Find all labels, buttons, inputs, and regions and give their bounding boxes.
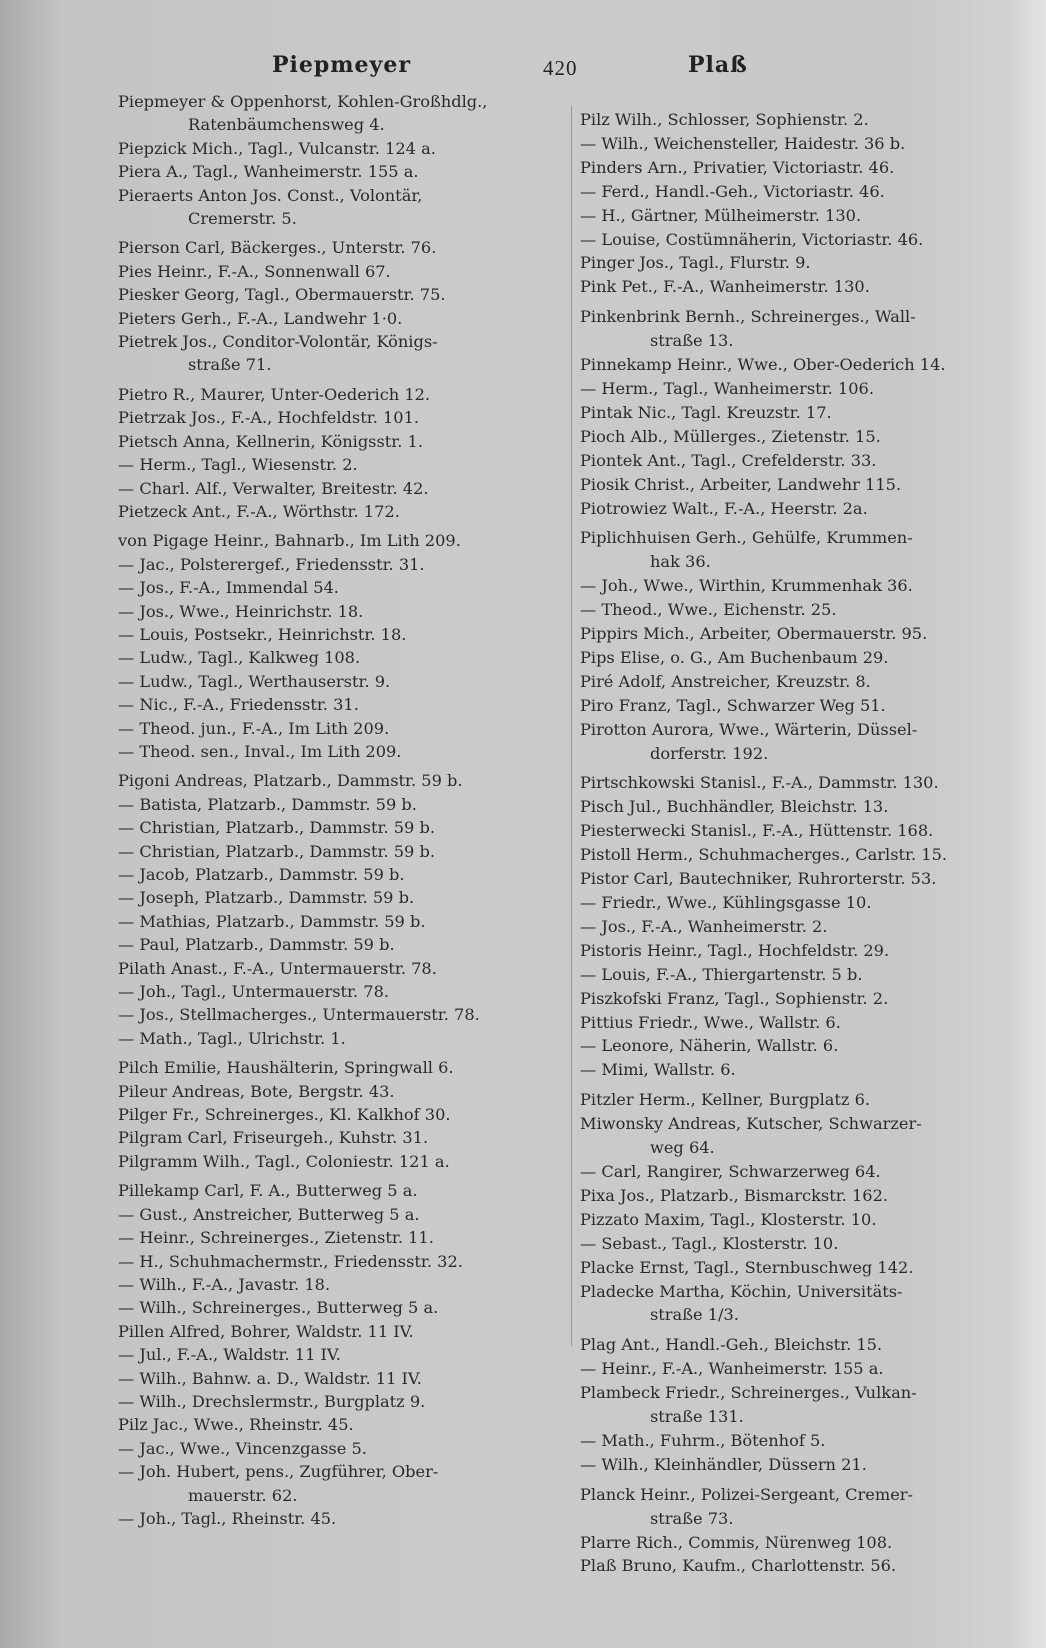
entry-line: Pilger Fr., Schreinerges., Kl. Kalkhof 30.	[118, 1105, 451, 1125]
entry-line: Pilgramm Wilh., Tagl., Coloniestr. 121 a.	[118, 1151, 450, 1171]
directory-entry	[118, 330, 548, 377]
directory-entry	[580, 473, 1010, 497]
directory-entry	[118, 1437, 548, 1460]
entry-line: — Joh. Hubert, pens., Zugführer, Ober-	[118, 1462, 439, 1482]
directory-entry	[118, 740, 548, 763]
entry-line: — Nic., F.-A., Friedensstr. 31.	[118, 695, 359, 715]
entry-line: — Louis, F.-A., Thiergartenstr. 5 b.	[580, 964, 863, 984]
entry-line: — Heinr., F.-A., Wanheimerstr. 155 a.	[580, 1359, 884, 1379]
entry-line: — Jac., Polsterergef., Friedensstr. 31.	[118, 554, 425, 574]
directory-entry	[118, 769, 548, 792]
directory-entry	[580, 1112, 1010, 1160]
entry-line: Piera A., Tagl., Wanheimerstr. 155 a.	[118, 162, 419, 182]
entry-continuation-line: Ratenbäumchensweg 4.	[188, 115, 385, 135]
directory-entry	[580, 646, 1010, 670]
entry-group	[580, 771, 1010, 1082]
entry-line: Pilch Emilie, Haushälterin, Springwall 6.	[118, 1058, 454, 1078]
entry-line: Pirotton Aurora, Wwe., Wärterin, Düssel-	[580, 719, 918, 739]
entry-line: Pioch Alb., Müllerges., Zietenstr. 15.	[580, 426, 881, 446]
entry-line: Pinnekamp Heinr., Wwe., Ober-Oederich 14.	[580, 355, 946, 375]
directory-entry	[118, 383, 548, 406]
entry-line: Pistor Carl, Bautechniker, Ruhrorterstr. 53.	[580, 869, 937, 889]
directory-entry	[118, 1390, 548, 1413]
directory-entry	[118, 1003, 548, 1026]
entry-line: — Ludw., Tagl., Kalkweg 108.	[118, 648, 361, 668]
entry-line: Pinger Jos., Tagl., Flurstr. 9.	[580, 253, 811, 273]
directory-entry	[580, 1531, 1010, 1555]
entry-line: — Friedr., Wwe., Kühlingsgasse 10.	[580, 893, 872, 912]
left-column	[118, 90, 548, 1536]
directory-entry	[118, 693, 548, 716]
directory-entry	[580, 1256, 1010, 1280]
directory-entry	[580, 108, 1010, 132]
entry-line: Plaß Bruno, Kaufm., Charlottenstr. 56.	[580, 1556, 897, 1576]
directory-entry	[580, 1333, 1010, 1357]
directory-entry	[580, 1483, 1010, 1531]
entry-line: Pilath Anast., F.-A., Untermauerstr. 78.	[118, 958, 437, 978]
entry-line: Pietrzak Jos., F.-A., Hochfeldstr. 101.	[118, 408, 420, 428]
directory-entry	[580, 425, 1010, 449]
directory-entry	[580, 526, 1010, 574]
directory-entry	[118, 980, 548, 1003]
directory-entry	[580, 574, 1010, 598]
directory-entry	[580, 204, 1010, 228]
entry-group	[580, 526, 1010, 765]
directory-entry	[118, 477, 548, 500]
directory-entry	[580, 1381, 1010, 1429]
entry-line: Pilgram Carl, Friseurgeh., Kuhstr. 31.	[118, 1128, 429, 1148]
entry-line: Piesterwecki Stanisl., F.-A., Hüttenstr. 168.	[580, 821, 934, 841]
directory-entry	[118, 1507, 548, 1530]
entry-line: — Paul, Platzarb., Dammstr. 59 b.	[118, 935, 395, 955]
entry-line: Piesker Georg, Tagl., Obermauerstr. 75.	[118, 285, 446, 305]
entry-line: Piré Adolf, Anstreicher, Kreuzstr. 8.	[580, 671, 871, 691]
entry-line: — Wilh., Kleinhändler, Düssern 21.	[580, 1454, 867, 1474]
entry-line: — Wilh., Schreinerges., Butterweg 5 a.	[118, 1298, 439, 1318]
entry-continuation-line: straße 73.	[650, 1508, 734, 1528]
directory-entry	[580, 771, 1010, 795]
directory-entry	[580, 622, 1010, 646]
directory-entry	[580, 401, 1010, 425]
directory-entry	[580, 987, 1010, 1011]
directory-entry	[580, 867, 1010, 891]
directory-entry	[580, 1232, 1010, 1256]
directory-entry	[580, 1453, 1010, 1477]
directory-entry	[580, 228, 1010, 252]
entry-line: Pillekamp Carl, F. A., Butterweg 5 a.	[118, 1181, 418, 1201]
entry-line: Plarre Rich., Commis, Nürenweg 108.	[580, 1532, 893, 1552]
directory-entry	[580, 449, 1010, 473]
entry-line: Pirtschkowski Stanisl., F.-A., Dammstr. 130.	[580, 773, 939, 793]
entry-line: Piepzick Mich., Tagl., Vulcanstr. 124 a.	[118, 138, 436, 158]
entry-line: — Wilh., Weichensteller, Haidestr. 36 b.	[580, 133, 906, 153]
directory-entry	[118, 184, 548, 231]
entry-line: — Mimi, Wallstr. 6.	[580, 1060, 736, 1080]
entry-line: Planck Heinr., Polizei-Sergeant, Cremer-	[580, 1484, 914, 1504]
directory-entry	[580, 843, 1010, 867]
directory-entry	[580, 819, 1010, 843]
directory-entry	[580, 718, 1010, 766]
directory-entry	[580, 1160, 1010, 1184]
directory-entry	[118, 260, 548, 283]
entry-line: Pietzeck Ant., F.-A., Wörthstr. 172.	[118, 501, 400, 521]
directory-entry	[580, 275, 1010, 299]
entry-line: — Ludw., Tagl., Werthauserstr. 9.	[118, 671, 391, 691]
entry-line: — Gust., Anstreicher, Butterweg 5 a.	[118, 1204, 420, 1224]
directory-entry	[118, 1273, 548, 1296]
entry-continuation-line: Cremerstr. 5.	[188, 209, 297, 229]
entry-line: — Jacob, Platzarb., Dammstr. 59 b.	[118, 865, 405, 884]
directory-entry	[580, 132, 1010, 156]
entry-line: — Wilh., Bahnw. a. D., Waldstr. 11 IV.	[118, 1368, 422, 1388]
directory-entry	[580, 694, 1010, 718]
entry-group	[118, 90, 548, 230]
entry-line: von Pigage Heinr., Bahnarb., Im Lith 209.	[118, 531, 461, 551]
entry-line: — Math., Tagl., Ulrichstr. 1.	[118, 1028, 346, 1048]
directory-entry	[118, 160, 548, 183]
entry-group	[580, 305, 1010, 520]
directory-entry	[118, 236, 548, 259]
entry-continuation-line: straße 131.	[650, 1407, 744, 1427]
directory-entry	[118, 600, 548, 623]
entry-line: Pinders Arn., Privatier, Victoriastr. 46.	[580, 157, 895, 177]
entry-line: Piepmeyer & Oppenhorst, Kohlen-Großhdlg.,	[118, 92, 488, 111]
directory-entry	[118, 283, 548, 306]
directory-entry	[580, 915, 1010, 939]
entry-line: — Joh., Tagl., Rheinstr. 45.	[118, 1508, 337, 1528]
directory-entry	[118, 529, 548, 552]
entry-line: Pileur Andreas, Bote, Bergstr. 43.	[118, 1081, 395, 1101]
directory-entry	[580, 1429, 1010, 1453]
entry-line: Placke Ernst, Tagl., Sternbuschweg 142.	[580, 1257, 914, 1277]
directory-entry	[118, 1080, 548, 1103]
entry-line: — Ferd., Handl.-Geh., Victoriastr. 46.	[580, 181, 885, 201]
entry-line: — Jul., F.-A., Waldstr. 11 IV.	[118, 1345, 341, 1365]
entry-line: — Jac., Wwe., Vincenzgasse 5.	[118, 1438, 367, 1458]
entry-line: — Jos., F.-A., Immendal 54.	[118, 578, 339, 598]
entry-line: — Theod. jun., F.-A., Im Lith 209.	[118, 718, 390, 738]
entry-line: Pixa Jos., Platzarb., Bismarckstr. 162.	[580, 1185, 889, 1205]
directory-entry	[118, 1250, 548, 1273]
directory-entry	[580, 156, 1010, 180]
entry-line: Pigoni Andreas, Platzarb., Dammstr. 59 b.	[118, 771, 463, 791]
directory-entry	[580, 305, 1010, 353]
directory-entry	[580, 670, 1010, 694]
entry-line: — Louis, Postsekr., Heinrichstr. 18.	[118, 624, 407, 644]
directory-entry	[118, 1343, 548, 1366]
entry-line: — Christian, Platzarb., Dammstr. 59 b.	[118, 841, 435, 861]
directory-entry	[118, 670, 548, 693]
page-number: 420	[543, 56, 578, 80]
directory-entry	[118, 1103, 548, 1126]
entry-line: Piro Franz, Tagl., Schwarzer Weg 51.	[580, 695, 886, 715]
entry-continuation-line: weg 64.	[650, 1138, 715, 1158]
entry-line: Pistoll Herm., Schuhmacherges., Carlstr. 15.	[580, 845, 948, 865]
entry-line: Pladecke Martha, Köchin, Universitäts-	[580, 1281, 903, 1301]
entry-line: Piotrowiez Walt., F.-A., Heerstr. 2a.	[580, 498, 868, 518]
entry-line: Pietrek Jos., Conditor-Volontär, Königs-	[118, 332, 438, 352]
right-column	[580, 108, 1010, 1584]
directory-entry	[118, 307, 548, 330]
directory-entry	[118, 646, 548, 669]
entry-line: Plag Ant., Handl.-Geh., Bleichstr. 15.	[580, 1335, 883, 1355]
entry-line: Pillen Alfred, Bohrer, Waldstr. 11 IV.	[118, 1321, 414, 1341]
directory-entry	[118, 886, 548, 909]
entry-line: — Jos., Wwe., Heinrichstr. 18.	[118, 601, 364, 621]
entry-line: Pierson Carl, Bäckerges., Unterstr. 76.	[118, 238, 437, 258]
directory-entry	[118, 863, 548, 886]
entry-line: — Math., Fuhrm., Bötenhof 5.	[580, 1430, 826, 1450]
directory-entry	[580, 1357, 1010, 1381]
directory-entry	[580, 180, 1010, 204]
directory-entry	[118, 1027, 548, 1050]
entry-line: Pinkenbrink Bernh., Schreinerges., Wall-	[580, 307, 916, 327]
entry-group	[118, 529, 548, 763]
directory-entry	[118, 623, 548, 646]
entry-line: Pizzato Maxim, Tagl., Klosterstr. 10.	[580, 1209, 877, 1229]
entry-line: — Theod. sen., Inval., Im Lith 209.	[118, 741, 402, 761]
directory-entry	[580, 251, 1010, 275]
directory-entry	[118, 500, 548, 523]
entry-group	[118, 769, 548, 1050]
entry-continuation-line: mauerstr. 62.	[188, 1485, 298, 1505]
directory-entry	[118, 1367, 548, 1390]
entry-line: — Joh., Tagl., Untermauerstr. 78.	[118, 982, 390, 1002]
entry-line: — Joh., Wwe., Wirthin, Krummenhak 36.	[580, 576, 913, 596]
entry-line: Pittius Friedr., Wwe., Wallstr. 6.	[580, 1012, 841, 1032]
entry-line: Miwonsky Andreas, Kutscher, Schwarzer-	[580, 1114, 922, 1134]
entry-line: — Mathias, Platzarb., Dammstr. 59 b.	[118, 911, 426, 931]
directory-entry	[118, 430, 548, 453]
entry-line: Pietro R., Maurer, Unter-Oederich 12.	[118, 384, 431, 404]
entry-line: — Heinr., Schreinerges., Zietenstr. 11.	[118, 1228, 434, 1248]
entry-continuation-line: dorferstr. 192.	[650, 743, 769, 763]
entry-line: — Batista, Platzarb., Dammstr. 59 b.	[118, 794, 417, 814]
running-head-right: Plaß	[688, 52, 748, 78]
entry-line: — Wilh., F.-A., Javastr. 18.	[118, 1274, 331, 1294]
entry-group	[118, 1056, 548, 1173]
entry-line: — Louise, Costümnäherin, Victoriastr. 46.	[580, 229, 924, 249]
directory-entry	[118, 793, 548, 816]
directory-entry	[118, 1126, 548, 1149]
entry-continuation-line: hak 36.	[650, 552, 711, 572]
entry-line: Piontek Ant., Tagl., Crefelderstr. 33.	[580, 450, 877, 470]
entry-line: — Carl, Rangirer, Schwarzerweg 64.	[580, 1161, 881, 1181]
directory-entry	[118, 1413, 548, 1436]
entry-continuation-line: straße 71.	[188, 355, 272, 375]
directory-entry	[118, 840, 548, 863]
directory-entry	[580, 353, 1010, 377]
directory-entry	[580, 1184, 1010, 1208]
entry-line: — H., Gärtner, Mülheimerstr. 130.	[580, 205, 862, 225]
directory-entry	[118, 816, 548, 839]
directory-entry	[118, 576, 548, 599]
entry-line: Pieraerts Anton Jos. Const., Volontär,	[118, 185, 423, 205]
entry-group	[580, 108, 1010, 299]
directory-entry	[118, 1226, 548, 1249]
entry-group	[118, 1179, 548, 1530]
directory-entry	[580, 598, 1010, 622]
directory-entry	[118, 1296, 548, 1319]
directory-entry	[118, 1460, 548, 1507]
directory-entry	[118, 90, 548, 137]
directory-entry	[580, 1034, 1010, 1058]
directory-entry	[580, 377, 1010, 401]
directory-entry	[118, 1056, 548, 1079]
directory-entry	[118, 406, 548, 429]
directory-entry	[580, 963, 1010, 987]
column-divider	[571, 106, 572, 1346]
entry-line: Pips Elise, o. G., Am Buchenbaum 29.	[580, 647, 889, 667]
entry-line: — Jos., F.-A., Wanheimerstr. 2.	[580, 916, 828, 936]
entry-line: Piosik Christ., Arbeiter, Landwehr 115.	[580, 474, 902, 494]
entry-line: — Theod., Wwe., Eichenstr. 25.	[580, 600, 837, 620]
directory-entry	[580, 795, 1010, 819]
entry-continuation-line: straße 13.	[650, 331, 734, 351]
entry-group	[580, 1088, 1010, 1327]
entry-line: Pietsch Anna, Kellnerin, Königsstr. 1.	[118, 431, 423, 451]
directory-entry	[118, 553, 548, 576]
entry-continuation-line: straße 1/3.	[650, 1305, 739, 1325]
directory-entry	[580, 1058, 1010, 1082]
entry-line: Pink Pet., F.-A., Wanheimerstr. 130.	[580, 277, 870, 297]
directory-entry	[118, 933, 548, 956]
entry-group	[118, 383, 548, 523]
entry-line: Pieters Gerh., F.-A., Landwehr 1·0.	[118, 308, 403, 328]
entry-line: Pilz Jac., Wwe., Rheinstr. 45.	[118, 1415, 354, 1435]
directory-entry	[118, 957, 548, 980]
directory-entry	[118, 137, 548, 160]
entry-line: Piplichhuisen Gerh., Gehülfe, Krummen-	[580, 528, 913, 548]
directory-entry	[580, 1208, 1010, 1232]
entry-line: — H., Schuhmachermstr., Friedensstr. 32.	[118, 1251, 463, 1271]
entry-line: Pippirs Mich., Arbeiter, Obermauerstr. 95.	[580, 624, 928, 644]
directory-entry	[580, 1280, 1010, 1328]
entry-line: Plambeck Friedr., Schreinerges., Vulkan-	[580, 1383, 917, 1403]
entry-line: Pisch Jul., Buchhändler, Bleichstr. 13.	[580, 797, 889, 817]
entry-line: — Christian, Platzarb., Dammstr. 59 b.	[118, 818, 435, 838]
entry-line: Piszkofski Franz, Tagl., Sophienstr. 2.	[580, 988, 889, 1008]
running-head-left: Piepmeyer	[272, 52, 411, 78]
directory-entry	[580, 891, 1010, 915]
entry-line: Pilz Wilh., Schlosser, Sophienstr. 2.	[580, 110, 869, 129]
directory-entry	[118, 1320, 548, 1343]
directory-entry	[580, 1554, 1010, 1578]
directory-entry	[118, 453, 548, 476]
entry-line: — Charl. Alf., Verwalter, Breitestr. 42.	[118, 478, 429, 498]
entry-line: — Herm., Tagl., Wanheimerstr. 106.	[580, 378, 874, 398]
directory-entry	[580, 1011, 1010, 1035]
entry-line: — Sebast., Tagl., Klosterstr. 10.	[580, 1233, 839, 1253]
entry-line: — Jos., Stellmacherges., Untermauerstr. 78.	[118, 1005, 480, 1025]
entry-line: Pies Heinr., F.-A., Sonnenwall 67.	[118, 261, 391, 281]
entry-group	[118, 236, 548, 376]
directory-entry	[580, 1088, 1010, 1112]
entry-group	[580, 1483, 1010, 1579]
entry-line: — Joseph, Platzarb., Dammstr. 59 b.	[118, 888, 415, 908]
directory-entry	[580, 939, 1010, 963]
directory-entry	[118, 1179, 548, 1202]
entry-line: Pintak Nic., Tagl. Kreuzstr. 17.	[580, 402, 832, 422]
entry-line: — Herm., Tagl., Wiesenstr. 2.	[118, 455, 358, 475]
directory-entry	[580, 497, 1010, 521]
entry-line: Pitzler Herm., Kellner, Burgplatz 6.	[580, 1090, 871, 1110]
directory-entry	[118, 1150, 548, 1173]
directory-entry	[118, 717, 548, 740]
entry-line: — Leonore, Näherin, Wallstr. 6.	[580, 1036, 839, 1056]
directory-entry	[118, 910, 548, 933]
entry-line: — Wilh., Drechslermstr., Burgplatz 9.	[118, 1391, 426, 1411]
entry-line: Pistoris Heinr., Tagl., Hochfeldstr. 29.	[580, 940, 890, 960]
entry-group	[580, 1333, 1010, 1476]
directory-entry	[118, 1203, 548, 1226]
